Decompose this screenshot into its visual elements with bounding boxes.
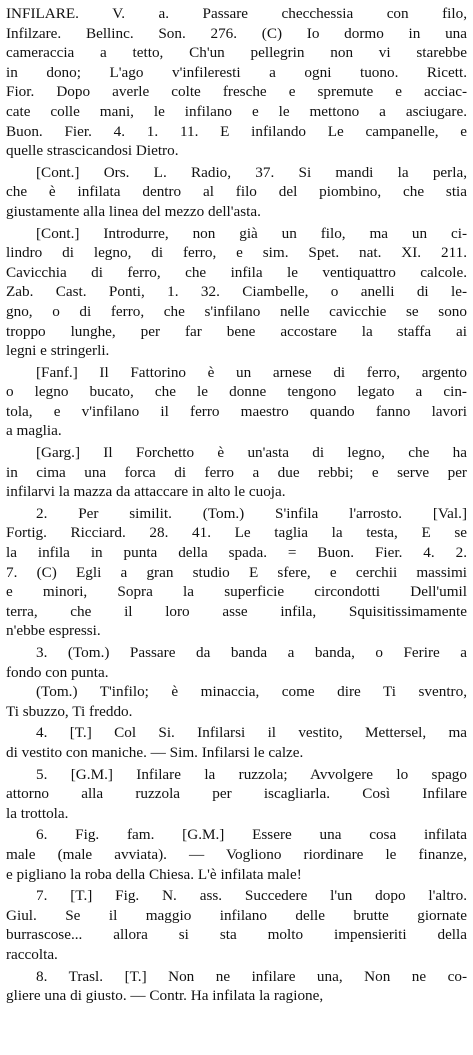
text-line: 8. Trasl. [T.] Non ne infilare una, Non ne co- [36, 967, 467, 985]
text-line: e pigliano la roba della Chiesa. L'è infilata male! [6, 865, 302, 883]
sense-6 [6, 825, 467, 884]
text-line: Giul. Se il maggio infilano delle brutte giornate [6, 906, 467, 924]
text-line: 4. [T.] Col Si. Infilarsi il vestito, Mettersel, ma [36, 724, 467, 742]
sense-5 [6, 765, 467, 824]
text-line: e minori, Sopra la superficie circondotti Dell'umil [6, 583, 467, 601]
text-line: 5. [G.M.] Infilare la ruzzola; Avvolgere lo spago [36, 765, 467, 783]
sub-paragraph [6, 363, 467, 441]
text-line: in dono; L'ago v'infileresti a ogni tuono. Ricett. [6, 63, 467, 81]
text-line: giustamente alla linea del mezzo dell'asta. [6, 202, 261, 220]
text-line: burrascose... allora si sta molto impensieriti della [6, 926, 467, 944]
text-line: (Tom.) T'infilo; è minaccia, come dire Ti sventro, [36, 683, 467, 701]
text-line: n'ebbe espressi. [6, 622, 101, 640]
sub-paragraph [6, 224, 467, 361]
text-line: [Garg.] Il Forchetto è un'asta di legno, che ha [36, 444, 467, 462]
text-line: male (male avviata). — Vogliono riordinare le finanze, [6, 845, 467, 863]
text-line: la infila in punta della spada. = Buon. Fier. 4. 2. [6, 544, 467, 562]
text-line: o legno bucato, che le donne tengono legato a cin- [6, 383, 467, 401]
text-line: la trottola. [6, 804, 69, 822]
sense-8 [6, 967, 467, 1006]
text-line: INFILARE. V. a. Passare checchessia con filo, [6, 5, 467, 22]
text-line: [Cont.] Introdurre, non già un filo, ma un ci- [36, 224, 467, 242]
text-line: quelle strascicandosi Dietro. [6, 142, 179, 160]
text-line: a maglia. [6, 422, 62, 440]
sense-2 [6, 504, 467, 641]
text-line: Infilzare. Bellinc. Son. 276. (C) Io dormo in una [6, 24, 467, 42]
text-line: gliere una di giusto. — Contr. Ha infilata la ragione, [6, 987, 324, 1005]
text-line: Buon. Fier. 4. 1. 11. E infilando Le campanelle, e [6, 122, 467, 140]
text-line: [Fanf.] Il Fattorino è un arnese di ferro, argento [36, 363, 467, 381]
text-line: Cavicchia di ferro, che infila le ventiquattro calcole. [6, 263, 467, 281]
text-line: in cima una forca di ferro a due rebbi; e serve per [6, 463, 467, 481]
text-line: 3. (Tom.) Passare da banda a banda, o Ferire a [36, 644, 467, 661]
sub-paragraph [6, 443, 467, 502]
text-line: troppo lunghe, per far bene accostare la staffa ai [6, 322, 467, 340]
text-line: [Cont.] Ors. L. Radio, 37. Si mandi la perla, [36, 163, 467, 181]
text-line: di vestito con maniche. — Sim. Infilarsi le calze. [6, 743, 304, 761]
text-line: legni e stringerli. [6, 342, 110, 360]
entry-block [6, 4, 467, 161]
text-line: attorno alla ruzzola per iscagliarla. Così Infilare [6, 785, 467, 803]
text-line: infilarvi la mazza da attaccare in alto le cuoja. [6, 483, 286, 501]
text-line: 6. Fig. fam. [G.M.] Essere una cosa infilata [36, 826, 467, 844]
text-line: Zab. Cast. Ponti, 1. 32. Ciambelle, o anelli di le- [6, 283, 467, 301]
text-line: che è infilata dentro al filo del piombino, che stia [6, 183, 467, 201]
text-line: Ti sbuzzo, Ti freddo. [6, 702, 133, 720]
text-line: lindro di legno, di ferro, e sim. Spet. nat. XI. 211. [6, 244, 467, 262]
text-line: Fortig. Ricciard. 28. 41. Le taglia la testa, E se [6, 524, 467, 542]
text-line: 7. [T.] Fig. N. ass. Succedere l'un dopo l'altro. [36, 887, 467, 905]
text-line: tola, e v'infilano il ferro maestro quando fanno lavori [6, 402, 467, 420]
text-line: cate colle mani, le infilano e le mettono a asciugare. [6, 102, 467, 120]
sense-4 [6, 723, 467, 762]
text-line: gno, o di ferro, che s'infilano nelle cavicchie se sono [6, 302, 467, 320]
text-line: fondo con punta. [6, 663, 109, 681]
text-line: cameraccia a tetto, Ch'un pellegrin non vi starebbe [6, 44, 467, 62]
text-line: terra, che il loro asse infila, Squisitissimamente [6, 602, 467, 620]
text-line: raccolta. [6, 945, 58, 963]
text-line: Fior. Dopo averle colte fresche e spremute e acciac- [6, 83, 467, 101]
sense-3 [6, 643, 467, 721]
sense-7 [6, 886, 467, 964]
text-line: 2. Per similit. (Tom.) S'infila l'arrosto. [Val.] [36, 504, 467, 522]
sub-paragraph [6, 163, 467, 222]
text-line: 7. (C) Egli a gran studio E sfere, e cerchii massimi [6, 563, 467, 581]
